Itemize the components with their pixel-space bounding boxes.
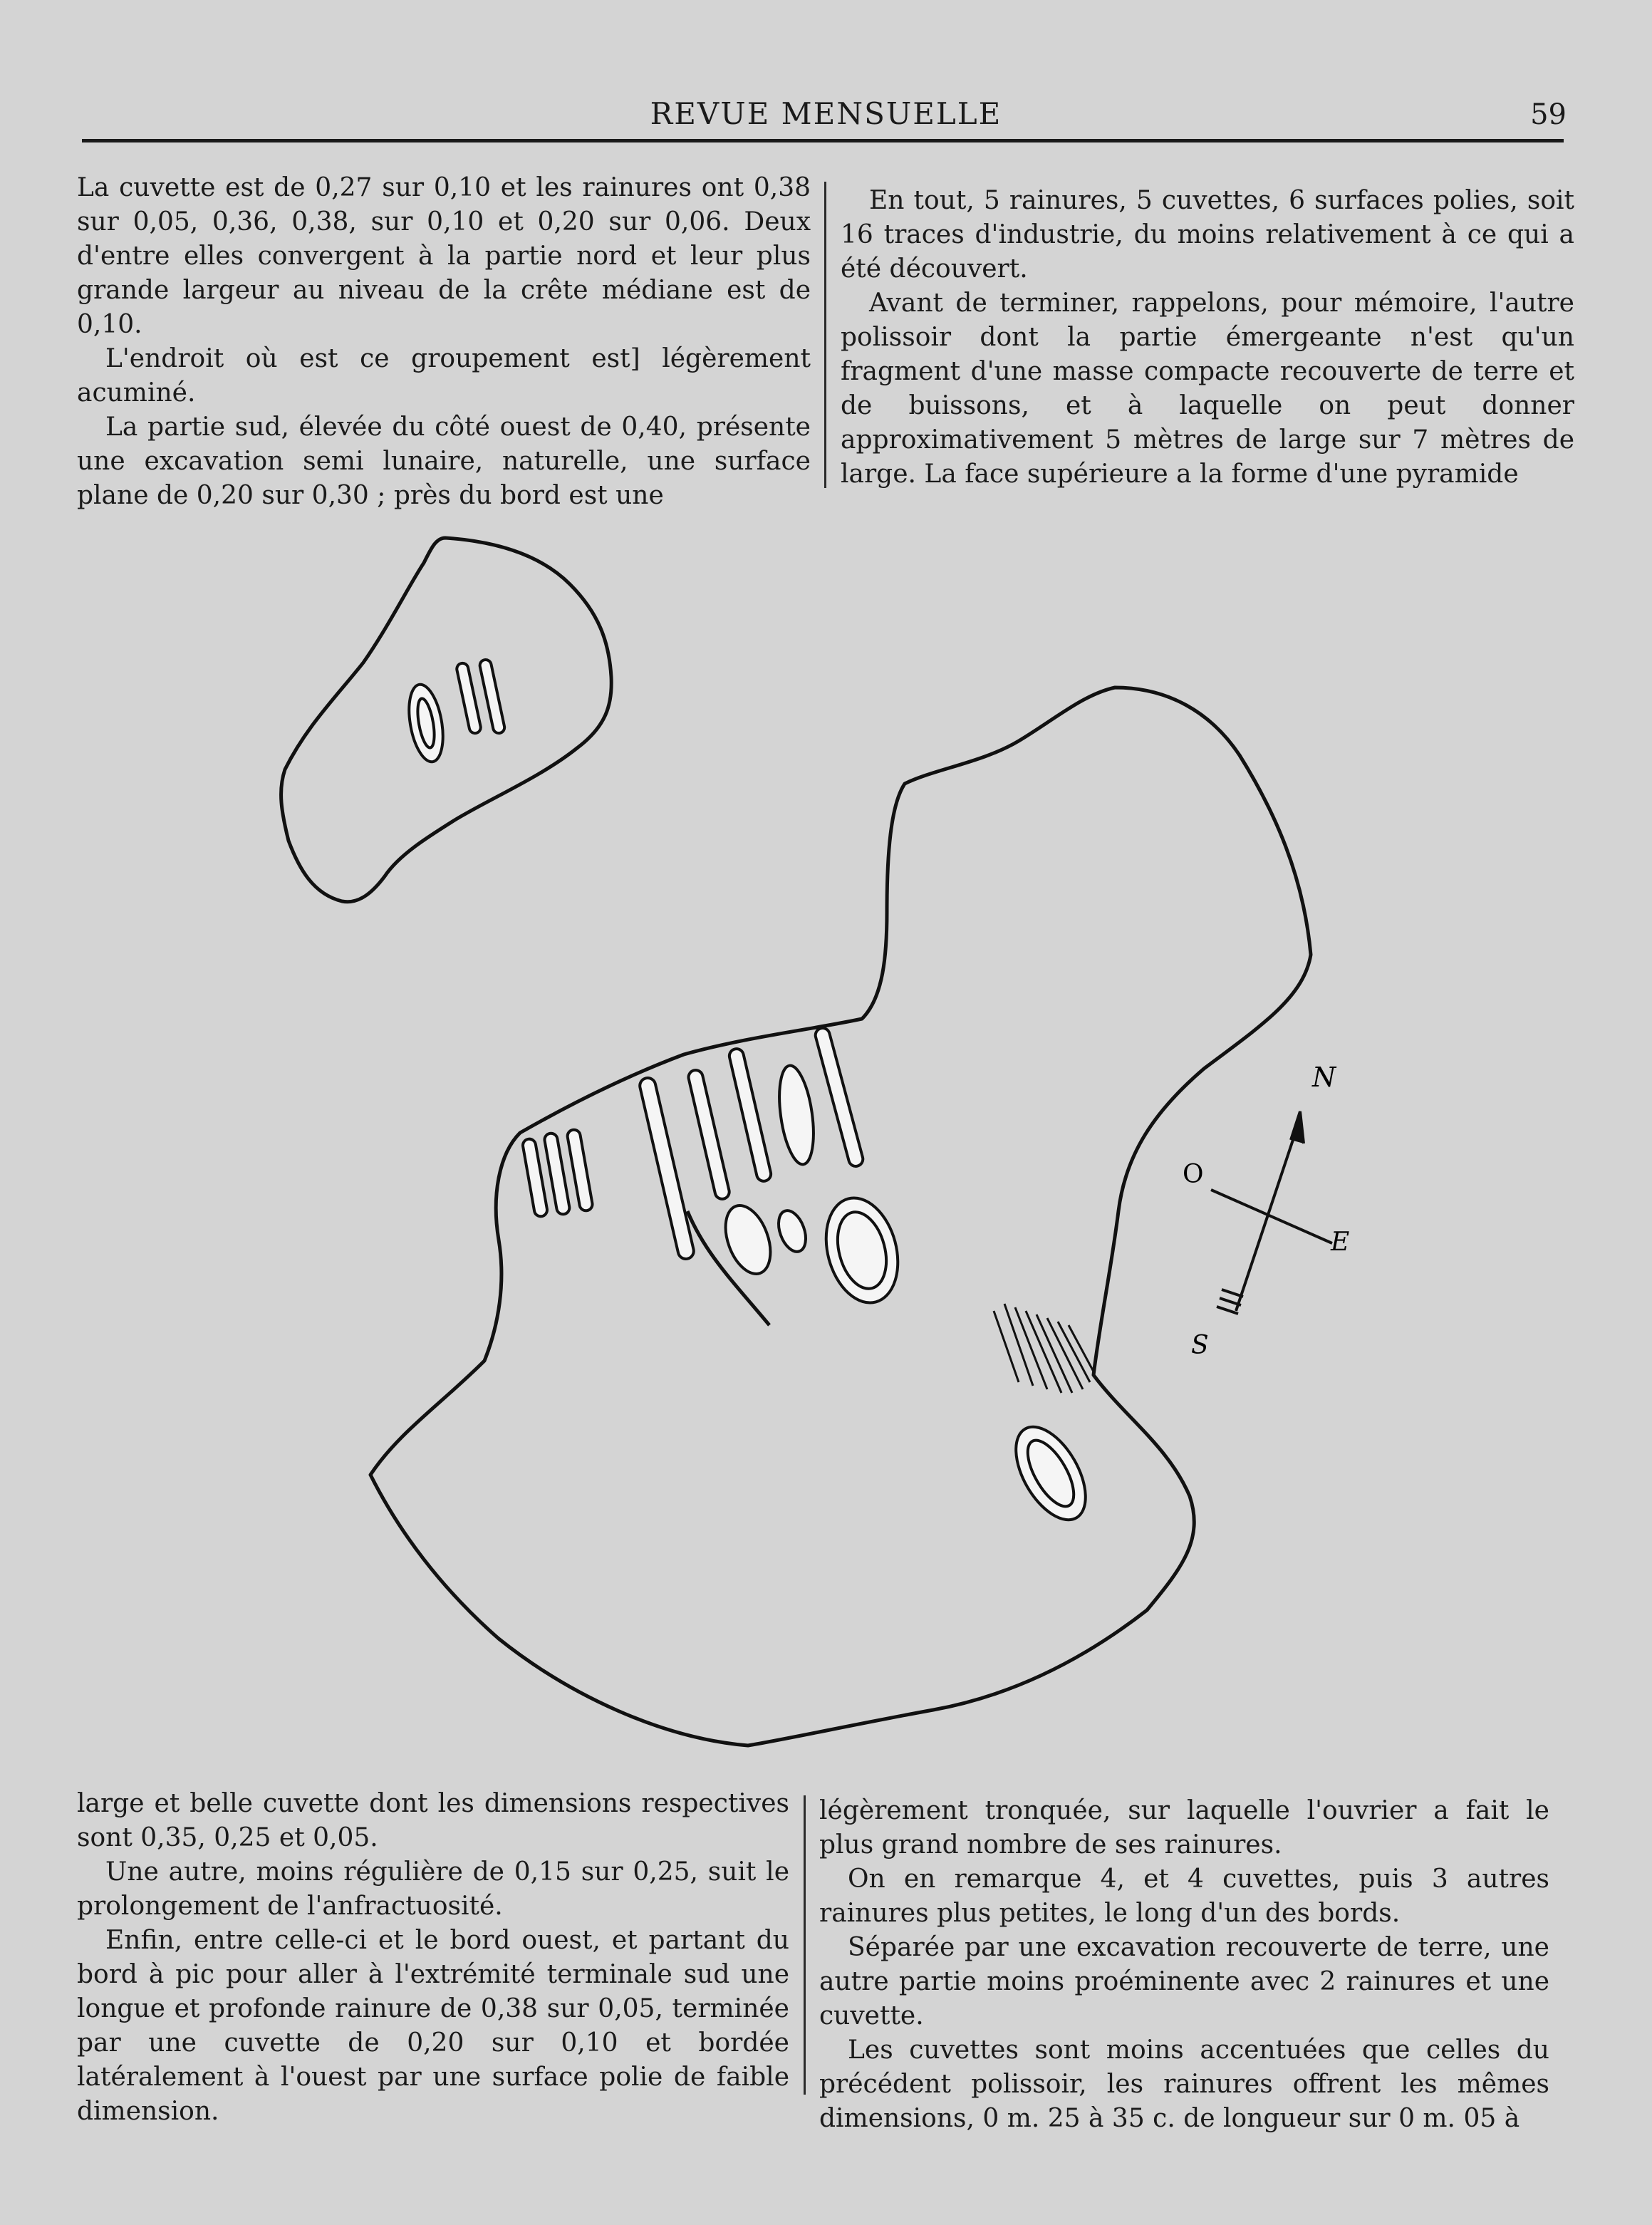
column-divider [824, 182, 826, 488]
rainure-mark [566, 1129, 593, 1211]
text-column-top-left [77, 171, 811, 513]
excavation-hatching [994, 1304, 1093, 1393]
column-divider [804, 1795, 806, 2095]
paragraph: On en remarque 4, et 4 cuvettes, puis 3 autres rainures plus petites, le long d'un des bords. [819, 1864, 1549, 1928]
text-column-top-right [841, 184, 1574, 492]
rainure-mark [814, 1027, 864, 1168]
page-title: REVUE MENSUELLE [650, 96, 1002, 131]
paragraph: Séparée par une excavation recouverte de terre, une autre partie moins proéminente avec 2 rainures et une cuvette. [819, 1933, 1549, 2030]
rainure-mark [456, 662, 482, 734]
rainure-mark [479, 658, 505, 734]
paragraph: Enfin, entre celle-ci et le bord ouest, et partant du bord à pic pour aller à l'extrémité terminale sud une longue et profonde rainure de 0,38 sur 0,05, terminée par une cuvette de 0,20 sur 0,10 et bordée latéralement à l'ouest par une surface polie de faible dimension. [77, 1926, 789, 2126]
rainure-mark [638, 1077, 695, 1260]
paragraph: La cuvette est de 0,27 sur 0,10 et les rainures ont 0,38 sur 0,05, 0,36, 0,38, sur 0,10 et 0,20 sur 0,06. Deux d'entre elles convergent à la partie nord et leur plus grande largeur au niveau de la crête médiane est de 0,10. [77, 173, 811, 339]
rainure-mark [728, 1047, 772, 1183]
compass-rose [1211, 1111, 1332, 1314]
header-rule [82, 139, 1564, 142]
rainure-mark [544, 1132, 571, 1215]
cuvette-mark [774, 1064, 819, 1167]
cuvette-mark [717, 1199, 779, 1280]
small-rock-outline [281, 538, 612, 902]
text-column-bottom-left [77, 1787, 789, 2129]
compass-east-label: E [1331, 1228, 1350, 1257]
compass-eo-axis [1211, 1190, 1332, 1243]
rainure-mark [687, 1069, 731, 1200]
polissoir-figure [0, 499, 1652, 1781]
paragraph: légèrement tronquée, sur laquelle l'ouvrier a fait le plus grand nombre de ses rainures. [819, 1796, 1549, 1860]
compass-south-label: S [1191, 1331, 1209, 1360]
paragraph: Les cuvettes sont moins accentuées que celles du précédent polissoir, les rainures offrent les mêmes dimensions, 0 m. 25 à 35 c. de longueur sur 0 m. 05 à [819, 2035, 1549, 2133]
compass-north-label: N [1312, 1062, 1336, 1093]
paragraph: En tout, 5 rainures, 5 cuvettes, 6 surfaces polies, soit 16 traces d'industrie, du moins relativement à ce qui a été découvert. [841, 186, 1574, 284]
paragraph: Une autre, moins régulière de 0,15 sur 0,25, suit le prolongement de l'anfractuosité. [77, 1857, 789, 1921]
north-arrow-icon [1291, 1111, 1304, 1143]
paragraph: large et belle cuvette dont les dimensions respectives sont 0,35, 0,25 et 0,05. [77, 1789, 789, 1852]
paragraph: La partie sud, élevée du côté ouest de 0,40, présente une excavation semi lunaire, naturelle, une surface plane de 0,20 sur 0,30 ; près du bord est une [77, 413, 811, 510]
paragraph: L'endroit où est ce groupement est] légèrement acuminé. [77, 344, 811, 408]
rainure-mark [522, 1138, 549, 1217]
page-number: 59 [1530, 98, 1567, 131]
cuvette-mark [774, 1207, 811, 1255]
text-column-bottom-right [819, 1794, 1549, 2136]
compass-west-label: O [1183, 1160, 1204, 1189]
paragraph: Avant de terminer, rappelons, pour mémoire, l'autre polissoir dont la partie émergeante n'est qu'un fragment d'une masse compacte recouverte de terre et de buissons, et à laquelle on peut donner approximativement 5 mètres de large sur 7 mètres de large. La face supérieure a la forme d'une pyramide [841, 289, 1574, 489]
